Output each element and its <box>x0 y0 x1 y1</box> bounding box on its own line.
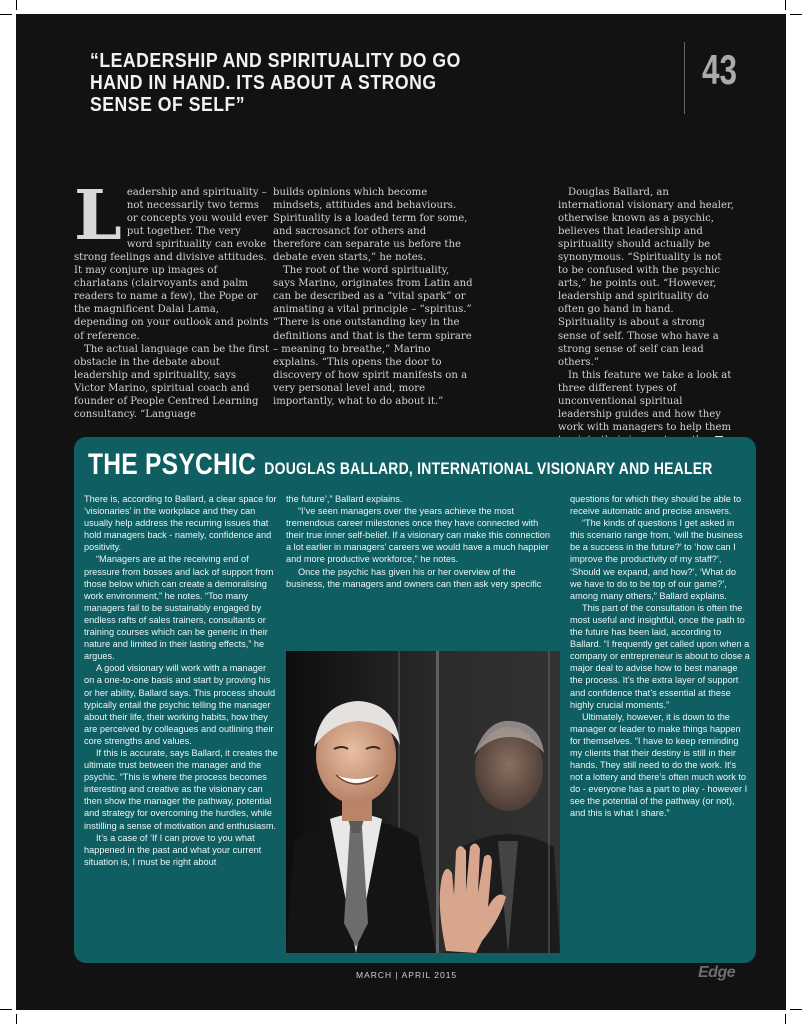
crop-mark-tl-v <box>16 0 17 10</box>
panel-paragraph: There is, according to Ballard, a clear space for ‘visionaries’ in the workplace and they can usually help address the recurring issues that hold managers back - namely, confidence and positivity. <box>84 494 277 553</box>
panel-paragraph: “I’ve seen managers over the years achieve the most tremendous career milestones once they have connected with their true inner self-belief. If a visionary can make this connection a lot earlier in managers’ careers we would have a much happier and more productive workforce,” he notes. <box>286 506 551 565</box>
article-paragraph: The actual language can be the first obstacle in the debate about leadership and spirituality, says Victor Marino, spiritual coach and founder of People Centred Learning consultancy. “Language <box>74 343 270 420</box>
issue-date: MARCH | APRIL 2015 <box>356 970 458 980</box>
panel-paragraph: “Managers are at the receiving end of pressure from bosses and lack of support from those below which can create a demoralising work environment,” he notes. “Too many managers fail to be sustainably engaged by endless rafts of sales trainers, consultants or training courses which can be generic in their nature and limited in their lasting effects,” he argues. <box>84 554 274 662</box>
header-divider <box>684 42 685 114</box>
ballard-portrait-photo <box>286 651 560 953</box>
article-column-3 <box>558 186 734 447</box>
article-column-1 <box>74 176 270 421</box>
portrait-illustration <box>286 651 560 953</box>
article-paragraph: Douglas Ballard, an international visionary and healer, otherwise known as a psychic, believes that leadership and spirituality should actually be synonymous. “Spirituality is not to be confused with the psychic arts,” he points out. “However, leadership and spirituality do often go hand in hand. Spirituality is about a strong sense of self. Those who have a strong sense of self can lead others.” <box>558 187 734 368</box>
panel-paragraph: Ultimately, however, it is down to the manager or leader to make things happen for themselves. “I have to keep reminding my clients that their destiny is still in their hands. They still need to do the work. It’s not a lottery and there’s often much work to do - everyone has a part to play - however I see the potential of the pathway (or not), and this is what I share.” <box>570 711 748 819</box>
page-number: 43 <box>702 46 738 93</box>
article-paragraph: In this feature we take a look at three different types of unconventional spiritual leadership guides and how they work with managers to help them <box>558 369 734 447</box>
panel-heading <box>88 447 713 483</box>
article-paragraph: Leadership and spirituality – not necessarily two terms or concepts you would ever put together. The very word spirituality can evoke strong feelings and divisive attitudes. It may conjure up images of charlatans (clairvoyants and palm readers to name a few), the Pope or the magnificent Dalai Lama, depending on your outlook and points of reference. <box>74 176 269 342</box>
panel-paragraph: If this is accurate, says Ballard, it creates the ultimate trust between the manager and the psychic. “This is where the process becomes interesting and creative as the visionary can then show the manager the pathway, potential and strategy for overcoming the hurdles, while instilling a sense of motivation and enthusiasm. <box>84 747 278 831</box>
panel-column-2 <box>286 493 556 590</box>
panel-paragraph: It’s a case of ‘If I can prove to you what happened in the past and what your current situation is, I must be right about <box>84 832 262 867</box>
crop-mark-br-h <box>790 1009 802 1010</box>
crop-mark-tr-h <box>790 14 802 15</box>
article-column-2 <box>273 186 473 408</box>
crop-mark-tl-h <box>0 14 12 15</box>
drop-cap: L <box>74 176 122 256</box>
panel-paragraph: This part of the consultation is often the most useful and insightful, once the path to the future has been laid, according to Ballard. “I frequently get called upon when a company or entrepreneur is about to close a major deal to advise how to best manage the process. It’s the extra layer of support and confidence that’s essential at these highly crucial moments.” <box>570 602 750 710</box>
panel-paragraph: the future’,” Ballard explains. <box>286 494 403 504</box>
edge-logo: Edge <box>698 964 736 981</box>
crop-mark-br-v <box>785 1014 786 1024</box>
panel-paragraph: “The kinds of questions I get asked in this scenario range from, ‘will the business be a success in the future?’ to ‘how can I improve the productivity of my staff?’, ‘Should we expand, and how?’, ‘What do we have to do to be top of our game?’, among many others,” Ballard explains. <box>570 518 743 601</box>
panel-paragraph: Once the psychic has given his or her overview of the business, the managers and owners can then ask very specific <box>286 566 542 589</box>
article-paragraph: builds opinions which become mindsets, attitudes and behaviours. Spirituality is a loaded term for some, and sacrosanct for others and therefore can separate us before the debate even starts,” he notes. <box>273 187 468 264</box>
panel-title: THE PSYCHIC <box>88 448 257 481</box>
pull-quote: “LEADERSHIP AND SPIRITUALITY DO GO HAND IN HAND. ITS ABOUT A STRONG SENSE OF SELF” <box>90 49 461 116</box>
crop-mark-bl-v <box>16 1014 17 1024</box>
article-paragraph: The root of the word spirituality, says Marino, originates from Latin and can be described as a “vital spark” or animating a vital principle – “spiritus.” “There is one outstanding key in the definitions and that is the term spirare – meaning to breathe,” Marino explains. “This opens the door to discovery of how spirit manifests on a very personal level and, more importantly, what to do about it.” <box>273 265 473 407</box>
panel-column-1 <box>84 493 278 868</box>
panel-paragraph: questions for which they should be able to receive automatic and precise answers. <box>570 494 742 517</box>
crop-mark-bl-h <box>0 1009 12 1010</box>
panel-paragraph: A good visionary will work with a manager on a one-to-one basis and start by proving his or her ability, Ballard says. This process should typically entail the psychic telling the manager about their life, their working habits, how they are perceived by colleagues and outlining their core strengths and values. <box>84 663 276 746</box>
panel-subtitle: DOUGLAS BALLARD, INTERNATIONAL VISIONARY AND HEALER <box>264 459 713 478</box>
psychic-panel <box>74 437 756 963</box>
panel-column-3 <box>570 493 750 820</box>
magazine-page <box>16 14 786 1010</box>
crop-mark-tr-v <box>785 0 786 10</box>
